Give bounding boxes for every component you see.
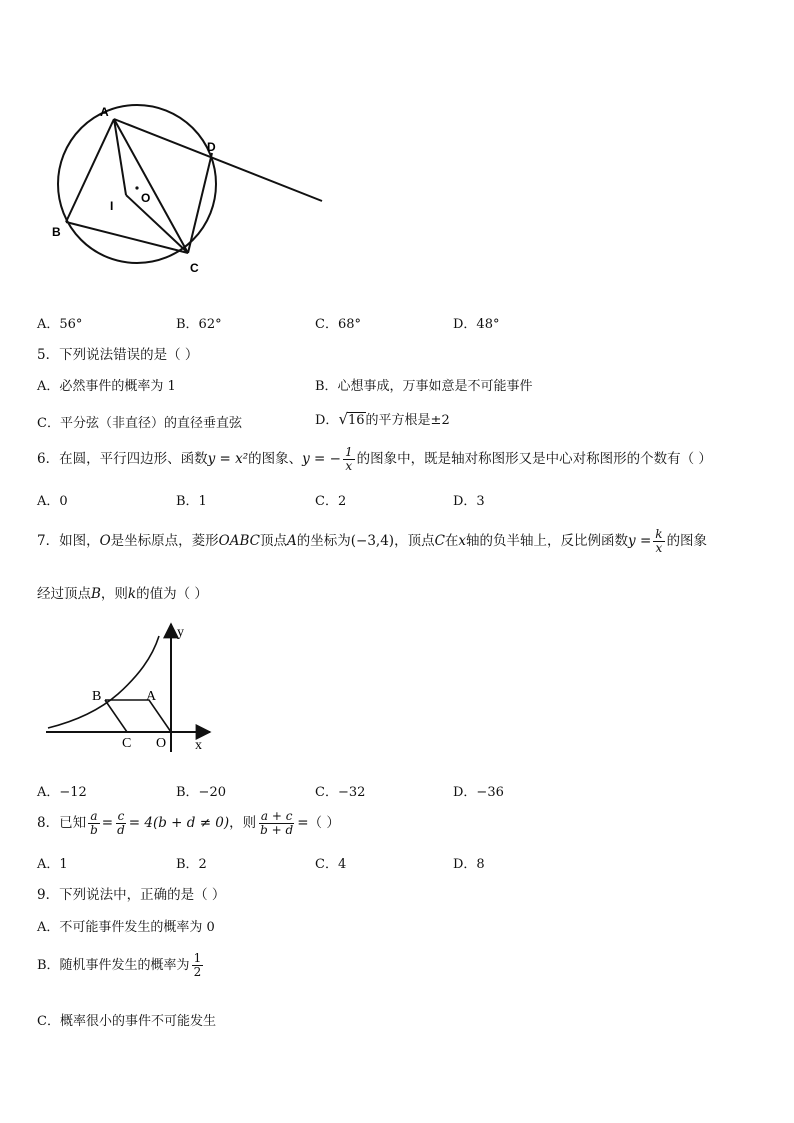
q6-func2-den: x (345, 459, 353, 473)
q7-option-b: B．−20 (176, 785, 226, 800)
line-CD (188, 153, 212, 253)
sqrt-icon: √ (338, 410, 348, 428)
q8-stem (37, 810, 340, 837)
line-AB (66, 119, 114, 222)
q8-eq: = (101, 815, 114, 831)
q9-stem: 9．下列说法中，正确的是（ ） (37, 887, 226, 903)
q8-f3-den: b + d (260, 823, 294, 837)
q6-stem (37, 446, 712, 473)
q8-frac-cd (115, 810, 127, 837)
q5-option-d (315, 409, 450, 428)
q6-option-d: D．3 (453, 494, 485, 509)
q7-text-4: 的坐标为 (296, 533, 351, 549)
q9-b-num: 1 (193, 951, 202, 965)
line-A-extended (114, 119, 322, 201)
q7-var-c: C (434, 533, 445, 549)
fig2-label-x: x (195, 738, 202, 753)
circle-figure (40, 100, 340, 280)
q8-option-b: B．2 (176, 857, 207, 872)
label-D: D (207, 140, 216, 154)
rhombus-oabc (105, 700, 171, 732)
q6-func2-fraction (343, 446, 355, 473)
q8-f1-num: a (90, 809, 98, 823)
q8-option-d: D．8 (453, 857, 485, 872)
q6-func2-lhs: y = − (302, 451, 341, 467)
rhombus-figure (40, 618, 230, 758)
q6-option-c: C．2 (315, 494, 347, 509)
q7-var-oabc: OABC (218, 533, 260, 549)
q4-option-a: A．56° (37, 317, 83, 332)
fig2-label-a: A (146, 689, 157, 704)
q7-option-c: C．−32 (315, 785, 366, 800)
q8-frac-ab (88, 810, 100, 837)
q7-var-a: A (287, 533, 297, 549)
q6-stem-1: 6．在圆，平行四边形、函数 (37, 451, 208, 467)
label-B: B (52, 225, 61, 239)
q4-option-d: D．48° (453, 317, 500, 332)
q7-text-8: 的图象 (666, 533, 708, 549)
q6-option-a: A．0 (37, 494, 68, 509)
q8-f1-den: b (90, 823, 98, 837)
q7-text-6: 在 (444, 533, 459, 549)
q6-option-b: B．1 (176, 494, 207, 509)
q4-option-c: C．68° (315, 317, 361, 332)
q9-option-c: C．概率很小的事件不可能发生 (37, 1014, 216, 1029)
q7-text-7: 轴的负半轴上，反比例函数 (466, 533, 629, 549)
fig2-label-y: y (177, 625, 184, 640)
q7-stem-line2 (37, 582, 208, 602)
q8-option-c: C．4 (315, 857, 347, 872)
q5-stem: 5．下列说法错误的是（ ） (37, 347, 199, 363)
q6-func1: y = x² (207, 451, 249, 467)
q7-func-lhs: y = (628, 533, 652, 549)
q7-text-1: 7．如图， (37, 533, 100, 549)
q7-var-b: B (91, 586, 101, 602)
label-O: O (141, 191, 151, 205)
q7-var-o: O (99, 533, 111, 549)
q5-d-suffix: 的平方根是±2 (365, 413, 450, 428)
q7-coord: (−3,4) (350, 533, 395, 549)
q7-l2-text-1: 经过顶点 (37, 586, 91, 602)
hyperbola-curve (48, 636, 159, 728)
q7-option-a: A．−12 (37, 785, 87, 800)
label-A: A (100, 105, 109, 119)
q8-f3-num: a + c (260, 809, 293, 823)
q7-option-d: D．−36 (453, 785, 504, 800)
q7-var-k: k (127, 586, 137, 602)
q8-f2-num: c (117, 809, 125, 823)
q7-l2-text-3: 的值为（ ） (136, 586, 208, 602)
q8-cond: = 4(b + d ≠ 0) (128, 815, 230, 831)
q7-l2-text-2: ，则 (100, 586, 128, 602)
q7-var-x: x (458, 533, 467, 549)
fig2-label-b: B (92, 689, 102, 704)
q8-text-3: =（ ） (297, 815, 340, 831)
q7-func-den: x (655, 541, 663, 555)
q5-option-b: B．心想事成，万事如意是不可能事件 (315, 379, 533, 394)
q6-stem-2: 的图象、 (248, 451, 303, 467)
q9-b-prefix: B．随机事件发生的概率为 (37, 958, 190, 973)
label-C: C (190, 261, 199, 275)
q9-option-a: A．不可能事件发生的概率为 0 (37, 920, 215, 935)
q9-option-b (37, 952, 205, 979)
fig2-label-c: C (122, 736, 132, 751)
q6-func2-num: 1 (344, 445, 353, 459)
q5-d-prefix: D． (315, 413, 339, 428)
q4-option-b: B．62° (176, 317, 222, 332)
q9-b-den: 2 (193, 965, 202, 979)
q7-func-fraction (653, 528, 664, 555)
q8-text-1: 8．已知 (37, 815, 87, 831)
q8-f2-den: d (117, 823, 125, 837)
q7-text-2: 是坐标原点，菱形 (110, 533, 219, 549)
label-I: I (110, 199, 114, 213)
q7-func-num: k (655, 527, 663, 541)
q7-text-3: 顶点 (260, 533, 287, 549)
line-BC (66, 222, 188, 253)
q7-text-5: ，顶点 (394, 533, 435, 549)
q5-option-c: C．平分弦（非直径）的直径垂直弦 (37, 416, 242, 431)
q8-frac-sum (258, 810, 295, 837)
q8-option-a: A．1 (37, 857, 68, 872)
center-dot (135, 186, 138, 189)
q6-stem-3: 的图象中，既是轴对称图形又是中心对称图形的个数有（ ） (356, 451, 712, 467)
q5-d-radicand: 16 (348, 413, 365, 428)
q8-text-2: ，则 (229, 815, 257, 831)
q7-stem-line1 (37, 528, 707, 555)
fig2-label-o: O (156, 736, 167, 751)
q9-b-fraction (192, 952, 204, 979)
q5-option-a: A．必然事件的概率为 1 (37, 379, 176, 394)
